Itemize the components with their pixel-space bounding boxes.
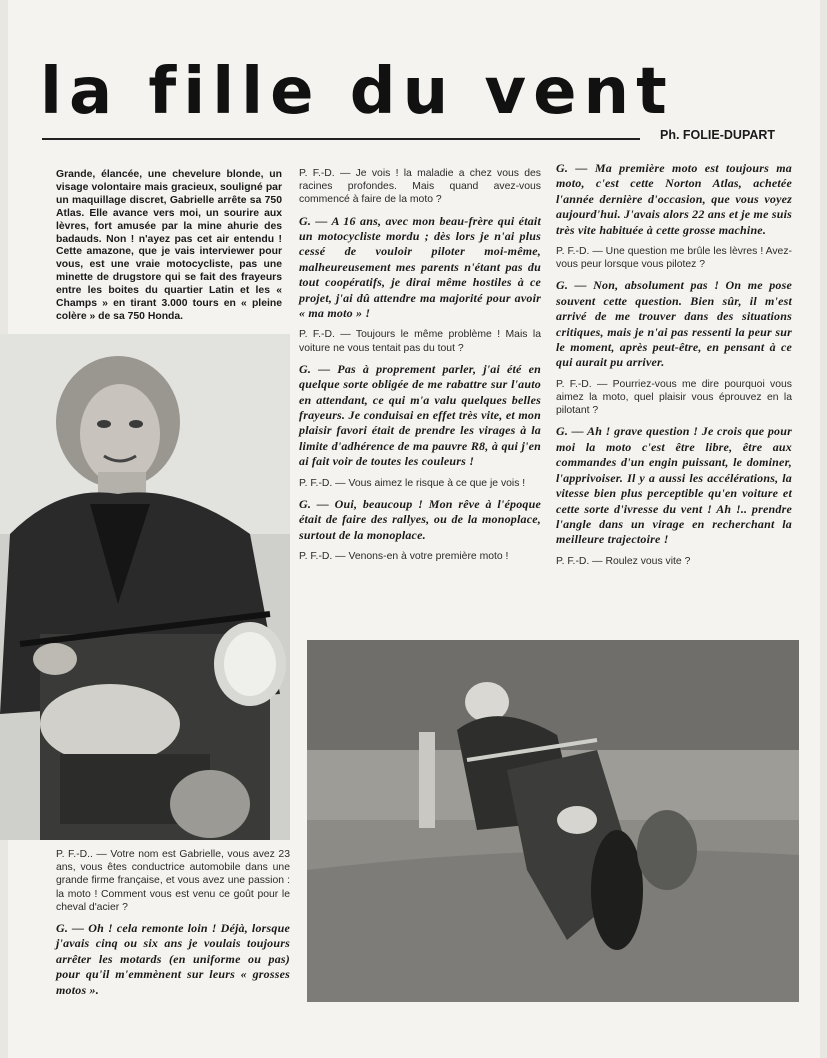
intro-column	[56, 169, 282, 331]
answer-paragraph: G. — Pas à proprement parler, j'ai été en quelque sorte obligée de me rabattre sur l'auto en attendant, ce qui m'a valu quelques belles frayeurs. Je conduisai en effet très vite, et mon plaisir favori était de prendre les virages à la limite d'adhérence de ma pauvre R8, à qui j'en ai fait voir de toutes les couleurs !	[299, 361, 541, 469]
column-1	[56, 848, 290, 1005]
portrait-photo	[0, 334, 290, 840]
portrait-photo-image	[0, 334, 290, 840]
question-paragraph: P. F.-D. — Venons-en à votre première moto !	[299, 551, 509, 563]
answer-paragraph: G. — A 16 ans, avec mon beau-frère qui était un motocycliste mordu ; dès lors je n'ai plus cessé de vouloir piloter moi-même, malheureusement mes parents n'étant pas du tout coopératifs, je dirai même hostiles à ce projet, j'ai dû attendre ma majorité pour avoir « ma moto » !	[299, 213, 541, 321]
question-paragraph: P. F.-D. — Vous aimez le risque à ce que je vois !	[299, 477, 526, 489]
article-title: la fille du vent	[40, 55, 674, 129]
riding-photo-image	[307, 640, 799, 1002]
question-paragraph: P. F.-D. — Roulez vous vite ?	[556, 555, 691, 567]
question-paragraph: P. F.-D. — Une question me brûle les lèvres ! Avez-vous peur lorsque vous pilotez ?	[556, 246, 792, 271]
title-rule	[42, 138, 640, 140]
answer-paragraph: G. — Oui, beaucoup ! Mon rêve à l'époque était de faire des rallyes, ou de la monoplace, surtout de la monoplace.	[299, 496, 541, 542]
column-2	[299, 167, 541, 570]
question-paragraph: P. F.-D. — Toujours le même problème ! Mais la voiture ne vous tentait pas du tout ?	[299, 329, 541, 354]
question-paragraph: P. F.-D.. — Votre nom est Gabrielle, vous avez 23 ans, vous êtes conductrice automobile dans une grande firme française, et vous avez une passion : la moto ! Comment vous est venu ce goût pour le cheval d'acier ?	[56, 849, 290, 913]
answer-paragraph: G. — Ah ! grave question ! Je crois que pour moi la moto c'est être libre, être aux commandes d'un engin puissant, le dominer, l'apprivoiser. Il y a aussi les accélérations, la vitesse bien plus perceptible qu'en voiture et cette sorte d'ivresse du vent ! Ah !.. prendre l'angle dans un virage en recherchant la meilleure trajectoire !	[556, 424, 792, 547]
intro-paragraph: Grande, élancée, une chevelure blonde, un visage volontaire mais gracieux, souligné par un maquillage discret, Gabrielle arrête sa 750 Atlas. Elle avance vers moi, un sourire aux lèvres, fort amusée par la mine ahurie des badauds. Non ! n'ayez pas cet air entendu ! Cette amazone, que je vais interviewer pour vous, est une vraie motocycliste, pas une minette de drugstore qui se fait des frayeurs entre les boites du quartier Latin et les « Champs » en tirant 3.000 tours en « pleine colère » de sa 750 Honda.	[56, 169, 282, 322]
photo-credit: Ph. FOLIE-DUPART	[660, 128, 776, 142]
answer-paragraph: G. — Oh ! cela remonte loin ! Déjà, lorsque j'avais cinq ou six ans je voulais toujours arrêter les motards (en uniforme ou pas) pour qu'il m'emmènent sur leurs « grosses motos ».	[56, 921, 290, 997]
riding-photo	[307, 640, 799, 1002]
answer-paragraph: G. — Ma première moto est toujours ma moto, c'est cette Norton Atlas, achetée l'année dernière d'occasion, que vous voyez aujourd'hui. J'avais alors 22 ans et je me suis très vite habituée à cette grosse machine.	[556, 161, 792, 237]
question-paragraph: P. F.-D. — Pourriez-vous me dire pourquoi vous aimez la moto, quel plaisir vous éprouvez en la pilotant ?	[556, 378, 792, 417]
column-3	[556, 161, 792, 575]
answer-paragraph: G. — Non, absolument pas ! On me pose souvent cette question. Bien sûr, il m'est arrivé de me trouver dans des situations critiques, mais je n'ai pas ressenti la peur sur le moment, après peut-être, en pensant à ce qui aurait pu arriver.	[556, 278, 792, 370]
question-paragraph: P. F.-D. — Je vois ! la maladie a chez vous des racines profondes. Mais quand avez-vous commencé à faire de la moto ?	[299, 168, 541, 206]
